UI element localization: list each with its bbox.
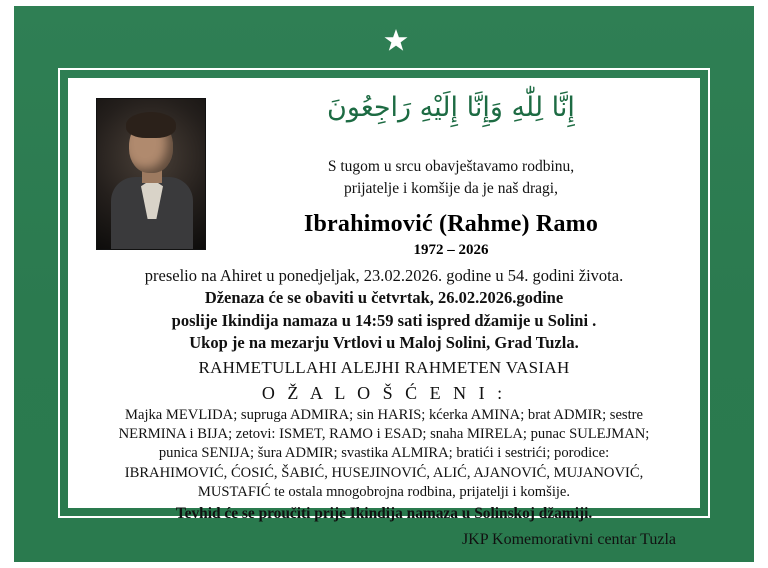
mourners-line-4: IBRAHIMOVIĆ, ĆOSIĆ, ŠABIĆ, HUSEJINOVIĆ, ALIĆ, AJANOVIĆ, MUJANOVIĆ,	[124, 464, 644, 481]
deceased-name: Ibrahimović (Rahme) Ramo	[303, 210, 599, 237]
announcement-line-3: poslije Ikindija namaza u 14:59 sati ispred džamije u Solini .	[171, 310, 597, 330]
mourners-line-3: punica SENIJA; šura ADMIR; svastika ALMIRA; bratići i sestrići; porodice:	[158, 445, 610, 462]
deceased-portrait	[96, 98, 206, 250]
obituary-card	[14, 6, 754, 562]
mourners-line-2: NERMINA i BIJA; zetovi: ISMET, RAMO i ESAD; snaha MIRELA; punac SULEJMAN;	[118, 426, 650, 443]
announcement-line-2: Dženaza će se obaviti u četvrtak, 26.02.2026.godine	[204, 288, 564, 308]
issuer-footer: JKP Komemorativni centar Tuzla	[461, 531, 676, 549]
announcement-block	[86, 265, 682, 379]
intro-text	[220, 144, 682, 201]
deceased-years: 1972 – 2026	[413, 241, 489, 258]
mourners-line-5: MUSTAFIĆ te ostala mnogobrojna rodbina, prijatelji i komšije.	[197, 483, 571, 500]
prayer-line: RAHMETULLAHI ALEJHI RAHMETEN VASIAH	[198, 357, 570, 377]
crescent-star-svg	[352, 16, 416, 62]
mourners-line-1: Majka MEVLIDA; supruga ADMIRA; sin HARIS; kćerka AMINA; brat ADMIR; sestre	[124, 406, 644, 423]
header-row	[86, 92, 682, 259]
intro-line-1: S tugom u srcu obavještavamo rodbinu,	[327, 158, 575, 175]
crescent-star-icon	[14, 14, 754, 64]
arabic-calligraphy: إِنَّا لِلّٰهِ وَإِنَّا إِلَيْهِ رَاجِعُونَ	[327, 92, 575, 123]
obituary-sheet	[68, 78, 700, 549]
announcement-line-4: Ukop je na mezarju Vrtlovi u Maloj Solini, Grad Tuzla.	[189, 333, 579, 353]
mourners-heading: O Ž A L O Š Ć E N I :	[261, 382, 507, 403]
announcement-line-1: preselio na Ahiret u ponedjeljak, 23.02.2026. godine u 54. godini života.	[144, 265, 624, 285]
intro-line-2: prijatelje i komšije da je naš dragi,	[344, 180, 558, 198]
mourners-list	[86, 406, 682, 502]
tevhid-note: Tevhid će se proučiti prije Ikindija namaza u Solinskoj džamiji.	[175, 505, 593, 523]
